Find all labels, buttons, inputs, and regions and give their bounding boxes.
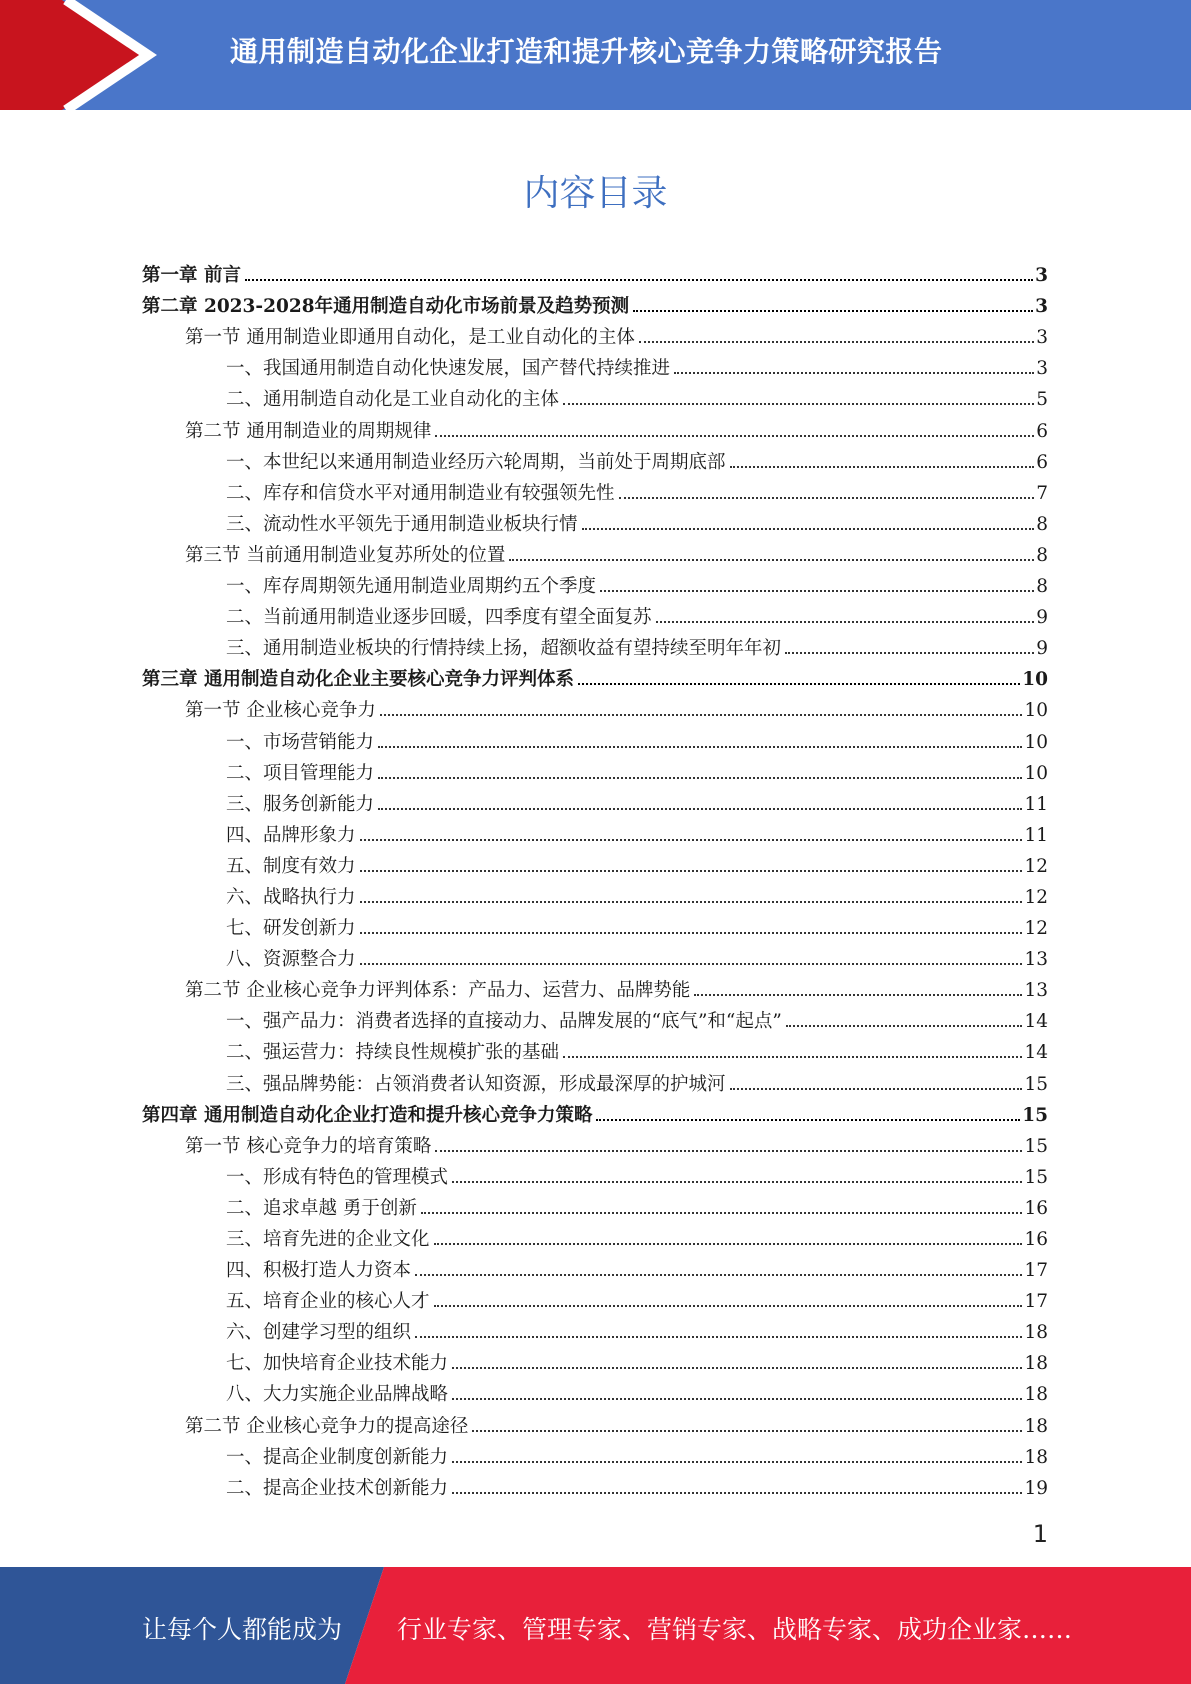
- footer-slogan-right: 行业专家、管理专家、营销专家、战略专家、成功企业家……: [397, 1615, 1073, 1644]
- toc-entry-page: 18: [1024, 1415, 1048, 1437]
- toc-entry-label: 一、库存周期领先通用制造业周期约五个季度: [226, 576, 597, 598]
- dot-leader: [380, 714, 1023, 716]
- toc-entry-page: 12: [1024, 886, 1048, 908]
- toc-entry-page: 17: [1024, 1260, 1048, 1282]
- toc-entry-label: 一、市场营销能力: [226, 731, 375, 753]
- footer-band: [0, 1567, 1191, 1684]
- toc-entry[interactable]: [142, 1158, 1048, 1189]
- toc-entry-label: 第一节 核心竞争力的培育策略: [185, 1135, 432, 1157]
- toc-entry-label: 八、资源整合力: [226, 949, 356, 971]
- toc-entry[interactable]: [142, 536, 1048, 567]
- toc-entry[interactable]: [142, 411, 1048, 442]
- toc-entry-page: 5: [1036, 389, 1048, 411]
- toc-entry-page: 15: [1024, 1073, 1048, 1095]
- toc-entry-page: 18: [1024, 1353, 1048, 1375]
- dot-leader: [674, 372, 1034, 374]
- toc-entry[interactable]: [142, 1282, 1048, 1313]
- toc-entry[interactable]: [142, 598, 1048, 629]
- dot-leader: [786, 1025, 1023, 1027]
- toc-entry-page: 16: [1024, 1197, 1048, 1219]
- toc-entry[interactable]: [142, 287, 1048, 318]
- toc-entry[interactable]: [142, 567, 1048, 598]
- toc-entry[interactable]: [142, 754, 1048, 785]
- toc-entry[interactable]: [142, 1189, 1048, 1220]
- toc-entry-page: 9: [1036, 607, 1048, 629]
- toc-entry[interactable]: [142, 1251, 1048, 1282]
- toc-entry-label: 八、大力实施企业品牌战略: [226, 1384, 449, 1406]
- dot-leader: [421, 1212, 1023, 1214]
- dot-leader: [452, 1461, 1022, 1463]
- toc-entry-page: 12: [1024, 918, 1048, 940]
- toc-entry-label: 四、积极打造人力资本: [226, 1260, 412, 1282]
- dot-leader: [600, 590, 1034, 592]
- toc-entry-label: 第二章 2023-2028年通用制造自动化市场前景及趋势预测: [142, 296, 630, 318]
- toc-entry-label: 七、加快培育企业技术能力: [226, 1353, 449, 1375]
- toc-entry-label: 三、培育先进的企业文化: [226, 1229, 430, 1250]
- toc-entry[interactable]: [142, 505, 1048, 536]
- toc-entry[interactable]: [142, 1033, 1048, 1064]
- toc-entry-label: 七、研发创新力: [226, 918, 356, 940]
- dot-leader: [785, 652, 1034, 654]
- toc-entry[interactable]: [142, 691, 1048, 722]
- toc-entry-page: 10: [1024, 731, 1048, 753]
- toc-entry-page: 10: [1024, 762, 1048, 784]
- toc-entry-page: 16: [1024, 1229, 1048, 1250]
- toc-entry-label: 二、项目管理能力: [226, 762, 375, 784]
- toc-entry-page: 12: [1024, 855, 1048, 877]
- toc-entry-page: 14: [1024, 1042, 1048, 1064]
- dot-leader: [452, 1492, 1022, 1494]
- toc-entry-label: 一、强产品力：消费者选择的直接动力、品牌发展的“底气”和“起点”: [226, 1011, 782, 1033]
- toc-entry[interactable]: [142, 847, 1048, 878]
- toc-entry-label: 一、提高企业制度创新能力: [226, 1446, 449, 1468]
- dot-leader: [360, 839, 1023, 841]
- toc-entry-label: 三、流动性水平领先于通用制造业板块行情: [226, 513, 578, 535]
- dot-leader: [360, 932, 1023, 934]
- toc-entry[interactable]: [142, 1002, 1048, 1033]
- dot-leader: [619, 497, 1034, 499]
- toc-entry-label: 第二节 通用制造业的周期规律: [185, 420, 432, 442]
- toc-entry-label: 第二节 企业核心竞争力评判体系：产品力、运营力、品牌势能: [185, 980, 691, 1002]
- toc-entry-page: 18: [1024, 1446, 1048, 1468]
- toc-entry-page: 17: [1024, 1291, 1048, 1313]
- toc-entry-label: 六、战略执行力: [226, 886, 356, 908]
- toc-entry-label: 三、强品牌势能：占领消费者认知资源，形成最深厚的护城河: [226, 1073, 726, 1095]
- page-title: 内容目录: [523, 173, 668, 214]
- dot-leader: [509, 559, 1034, 561]
- dot-leader: [656, 621, 1034, 623]
- toc-entry-page: 6: [1036, 451, 1048, 473]
- toc-entry-label: 三、服务创新能力: [226, 793, 375, 815]
- page-number: 1: [1032, 1520, 1048, 1548]
- dot-leader: [563, 1056, 1022, 1058]
- toc-entry[interactable]: [142, 1375, 1048, 1406]
- dot-leader: [415, 1336, 1022, 1338]
- table-of-contents: [142, 256, 1048, 1500]
- toc-entry[interactable]: [142, 629, 1048, 660]
- dot-leader: [452, 1398, 1022, 1400]
- toc-entry-label: 第三节 当前通用制造业复苏所处的位置: [185, 544, 506, 566]
- toc-entry[interactable]: [142, 443, 1048, 474]
- toc-entry-page: 13: [1024, 949, 1048, 971]
- toc-entry-label: 五、制度有效力: [226, 855, 356, 877]
- toc-entry-page: 15: [1024, 1135, 1048, 1157]
- toc-entry[interactable]: [142, 940, 1048, 971]
- toc-entry-label: 四、品牌形象力: [226, 824, 356, 846]
- dot-leader: [245, 279, 1033, 281]
- toc-entry-label: 六、创建学习型的组织: [226, 1322, 412, 1344]
- toc-entry[interactable]: [142, 318, 1048, 349]
- toc-entry-page: 18: [1024, 1322, 1048, 1344]
- dot-leader: [582, 528, 1034, 530]
- dot-leader: [694, 994, 1022, 996]
- dot-leader: [435, 1150, 1022, 1152]
- dot-leader: [633, 310, 1033, 312]
- toc-entry[interactable]: [142, 1064, 1048, 1095]
- toc-entry-label: 第二节 企业核心竞争力的提高途径: [185, 1415, 469, 1437]
- toc-entry[interactable]: [142, 1438, 1048, 1469]
- toc-entry[interactable]: [142, 816, 1048, 847]
- toc-entry[interactable]: [142, 1313, 1048, 1344]
- toc-entry[interactable]: [142, 349, 1048, 380]
- toc-entry-page: 8: [1036, 513, 1048, 535]
- dot-leader: [452, 1181, 1022, 1183]
- toc-entry-label: 二、追求卓越 勇于创新: [226, 1197, 417, 1219]
- dot-leader: [452, 1367, 1022, 1369]
- toc-entry-page: 11: [1024, 824, 1048, 846]
- toc-entry[interactable]: [142, 474, 1048, 505]
- toc-entry[interactable]: [142, 1406, 1048, 1437]
- dot-leader: [378, 808, 1022, 810]
- toc-entry-page: 3: [1036, 327, 1048, 349]
- toc-entry-label: 二、当前通用制造业逐步回暖，四季度有望全面复苏: [226, 607, 652, 629]
- toc-entry-label: 第四章 通用制造自动化企业打造和提升核心竞争力策略: [142, 1104, 593, 1126]
- toc-entry-page: 13: [1024, 980, 1048, 1002]
- dot-leader: [596, 1119, 1020, 1121]
- toc-entry[interactable]: [142, 660, 1048, 691]
- dot-leader: [639, 341, 1034, 343]
- dot-leader: [360, 870, 1023, 872]
- toc-entry-label: 三、通用制造业板块的行情持续上扬，超额收益有望持续至明年年初: [226, 638, 782, 660]
- toc-entry-label: 第一节 通用制造业即通用自动化，是工业自动化的主体: [185, 327, 635, 349]
- dot-leader: [434, 1243, 1023, 1245]
- toc-entry-page: 7: [1036, 482, 1048, 504]
- dot-leader: [730, 466, 1034, 468]
- toc-entry-page: 15: [1022, 1104, 1048, 1126]
- toc-entry-label: 第一节 企业核心竞争力: [185, 700, 376, 722]
- toc-entry-page: 6: [1036, 420, 1048, 442]
- toc-entry[interactable]: [142, 878, 1048, 909]
- toc-entry-page: 3: [1035, 296, 1048, 318]
- dot-leader: [415, 1274, 1022, 1276]
- dot-leader: [378, 746, 1022, 748]
- toc-entry-page: 10: [1022, 669, 1048, 691]
- toc-entry-page: 10: [1024, 700, 1048, 722]
- toc-entry[interactable]: [142, 1127, 1048, 1158]
- dot-leader: [360, 901, 1023, 903]
- toc-entry-label: 二、库存和信贷水平对通用制造业有较强领先性: [226, 482, 615, 504]
- dot-leader: [360, 963, 1023, 965]
- toc-entry[interactable]: [142, 909, 1048, 940]
- toc-entry[interactable]: [142, 1220, 1048, 1251]
- toc-entry-page: 15: [1024, 1166, 1048, 1188]
- toc-entry-label: 一、形成有特色的管理模式: [226, 1166, 449, 1188]
- report-title: 通用制造自动化企业打造和提升核心竞争力策略研究报告: [230, 35, 943, 68]
- toc-entry[interactable]: [142, 256, 1048, 287]
- toc-entry-label: 二、通用制造自动化是工业自动化的主体: [226, 389, 560, 411]
- toc-entry-label: 二、强运营力：持续良性规模扩张的基础: [226, 1042, 560, 1064]
- dot-leader: [378, 777, 1022, 779]
- toc-entry-label: 五、培育企业的核心人才: [226, 1291, 430, 1313]
- toc-entry-page: 18: [1024, 1384, 1048, 1406]
- toc-entry-page: 9: [1036, 638, 1048, 660]
- toc-entry[interactable]: [142, 1096, 1048, 1127]
- toc-entry[interactable]: [142, 380, 1048, 411]
- toc-entry-page: 8: [1036, 544, 1048, 566]
- footer-slogan-left: 让每个人都能成为: [142, 1615, 343, 1644]
- toc-entry[interactable]: [142, 971, 1048, 1002]
- toc-entry-page: 3: [1035, 265, 1048, 287]
- toc-entry[interactable]: [142, 785, 1048, 816]
- toc-entry-label: 一、本世纪以来通用制造业经历六轮周期，当前处于周期底部: [226, 451, 726, 473]
- dot-leader: [730, 1088, 1023, 1090]
- dot-leader: [472, 1430, 1022, 1432]
- dot-leader: [434, 1305, 1023, 1307]
- toc-entry-page: 8: [1036, 576, 1048, 598]
- header-band: [0, 0, 1191, 110]
- toc-entry-label: 一、我国通用制造自动化快速发展，国产替代持续推进: [226, 358, 671, 380]
- toc-entry-page: 14: [1024, 1011, 1048, 1033]
- toc-entry-label: 第三章 通用制造自动化企业主要核心竞争力评判体系: [142, 669, 574, 691]
- dot-leader: [563, 403, 1034, 405]
- toc-entry-label: 第一章 前言: [142, 265, 241, 287]
- dot-leader: [578, 683, 1020, 685]
- toc-entry-page: 11: [1024, 793, 1048, 815]
- toc-entry-page: 3: [1036, 358, 1048, 380]
- toc-entry[interactable]: [142, 1469, 1048, 1500]
- toc-entry-page: 19: [1024, 1477, 1048, 1499]
- toc-entry[interactable]: [142, 1344, 1048, 1375]
- toc-entry-label: 二、提高企业技术创新能力: [226, 1477, 449, 1499]
- dot-leader: [435, 435, 1034, 437]
- toc-entry[interactable]: [142, 722, 1048, 753]
